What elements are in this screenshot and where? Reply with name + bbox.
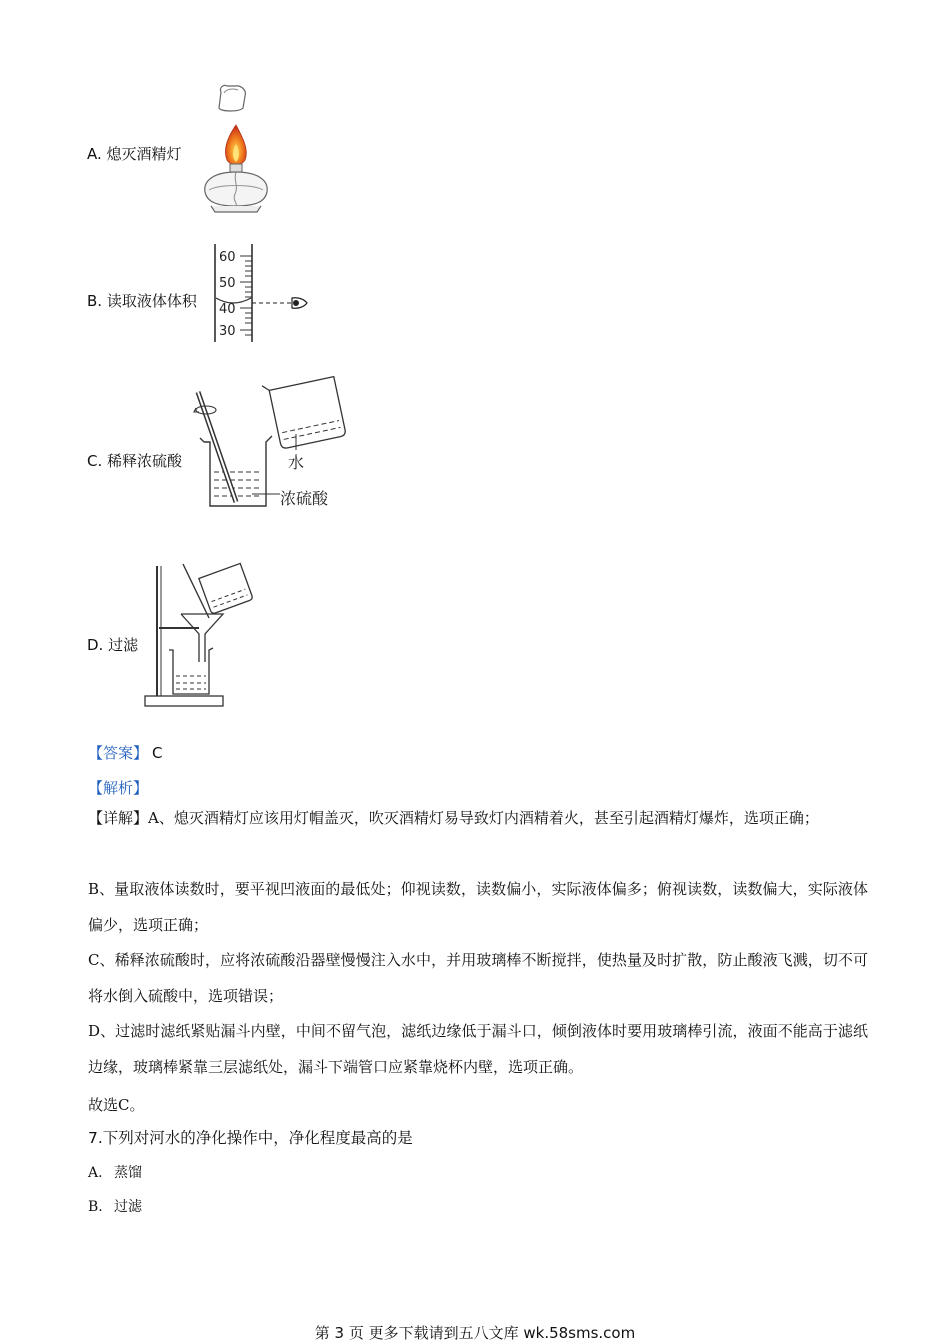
graduated-cylinder-figure <box>212 242 322 344</box>
tick-label-50: 50 <box>219 276 236 291</box>
detail-paragraph-a: 【详解】A、熄灭酒精灯应该用灯帽盖灭，吹灭酒精灯易导致灯内酒精着火，甚至引起酒精灯爆炸，选项正确； <box>88 809 819 827</box>
filtration-figure <box>143 562 253 710</box>
choice-b-letter: B. <box>88 1199 103 1215</box>
detail-conclusion: 故选C。 <box>88 1096 145 1114</box>
choice-a <box>88 1162 142 1182</box>
tick-label-40: 40 <box>219 302 236 317</box>
water-label: 水 <box>288 453 305 472</box>
answer-tag: 【答案】 <box>88 744 149 762</box>
analysis-tag: 【解析】 <box>88 779 149 797</box>
option-b-label: B. 读取液体体积 <box>87 292 197 310</box>
detail-paragraph-c: C、稀释浓硫酸时，应将浓硫酸沿器壁慢慢注入水中，并用玻璃棒不断搅拌，使热量及时扩散，防止酸液飞溅，切不可将水倒入硫酸中，选项错误； <box>88 951 868 1005</box>
answer-value: C <box>152 744 163 762</box>
choice-b <box>88 1196 142 1216</box>
choice-b-text: 过滤 <box>114 1199 142 1215</box>
answer-row <box>88 742 163 763</box>
dilute-acid-figure <box>192 370 352 512</box>
option-a-label: A. 熄灭酒精灯 <box>87 145 182 163</box>
tick-label-60: 60 <box>219 250 236 265</box>
detail-paragraph-d: D、过滤时滤纸紧贴漏斗内壁，中间不留气泡，滤纸边缘低于漏斗口，倾倒液体时要用玻璃棒引流，液面不能高于滤纸边缘，玻璃棒紧靠三层滤纸处，漏斗下端管口应紧靠烧杯内壁，选项正确。 <box>88 1022 868 1076</box>
question-7-stem: 7.下列对河水的净化操作中，净化程度最高的是 <box>88 1129 413 1147</box>
acid-label: 浓硫酸 <box>280 489 329 508</box>
choice-a-text: 蒸馏 <box>114 1165 142 1181</box>
choice-a-letter: A. <box>88 1165 103 1181</box>
alcohol-lamp-figure <box>195 80 265 215</box>
option-c-label: C. 稀释浓硫酸 <box>87 452 183 470</box>
tick-label-30: 30 <box>219 324 236 339</box>
page-footer: 第 3 页 更多下载请到五八文库 wk.58sms.com <box>314 1324 636 1342</box>
detail-paragraph-b: B、量取液体读数时，要平视凹液面的最低处；仰视读数，读数偏小，实际液体偏多；俯视读数，读数偏大，实际液体偏少，选项正确； <box>88 880 868 934</box>
option-d-label: D. 过滤 <box>87 636 139 654</box>
